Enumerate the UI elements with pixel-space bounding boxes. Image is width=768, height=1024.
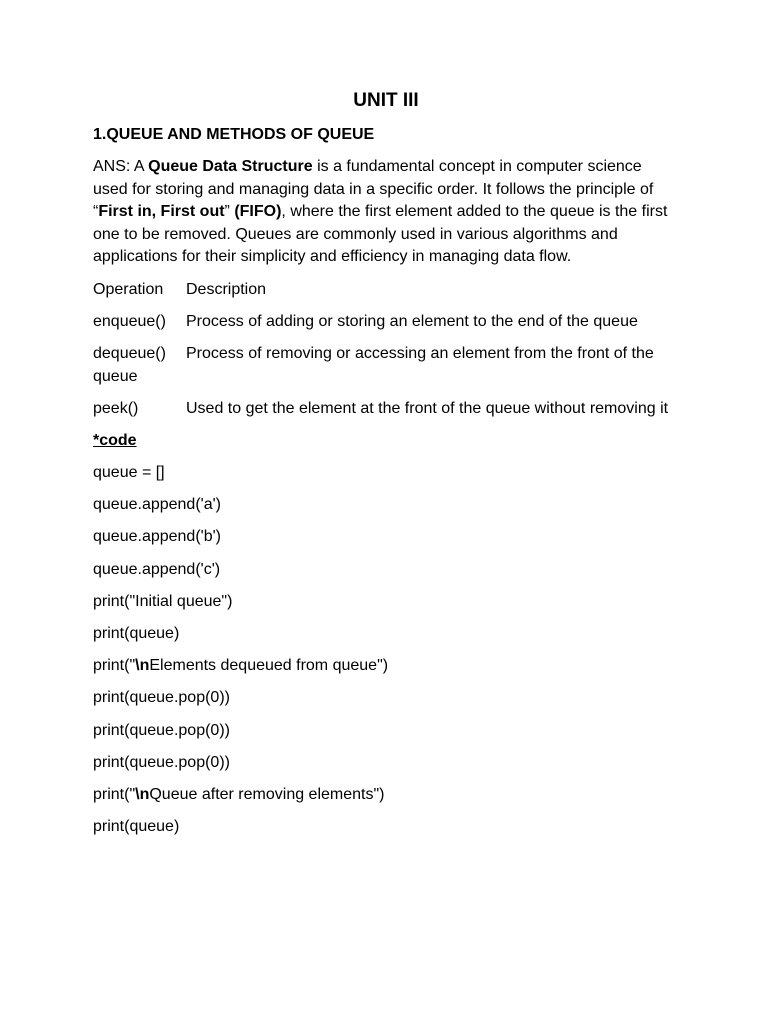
intro-term: Queue Data Structure [148,158,313,175]
code-line: print("Initial queue") [93,592,233,610]
header-description: Description [186,280,267,298]
intro-paragraph [93,156,679,269]
intro-text-2: , where the first element added to the queue is the first one to be removed. Queues are commonly used in various algorithms and applications for their simplicity and efficiency in managing data flow. [93,203,668,266]
intro-text-1: is a fundamental concept in computer science used for storing and managing data in a specific order. It follows the principle of “ [93,158,654,221]
document-page [93,89,679,848]
operation-description: Process of adding or storing an element to the end of the queue [186,312,638,330]
code-fragment: print(" [93,657,136,675]
operation-row [93,311,679,334]
newline-escape: \n [135,657,150,675]
operation-description: Process of removing or accessing an element from the front of the queue [93,344,654,385]
section-heading: 1.QUEUE AND METHODS OF QUEUE [93,126,375,143]
code-line: print(queue.pop(0)) [93,689,230,707]
intro-prefix: ANS: A [93,158,149,175]
code-fragment: Elements dequeued from queue") [149,657,389,675]
intro-principle: First in, First out [98,203,225,221]
operation-row [93,343,679,388]
intro-abbr: (FIFO) [234,203,282,221]
code-label-row [93,430,679,453]
code-line [93,655,679,678]
code-line: queue.append('c') [93,560,221,578]
code-line: print(queue) [93,818,180,836]
operation-name: peek() [93,399,139,417]
header-operation: Operation [93,280,164,298]
operation-name: dequeue() [93,344,166,362]
code-label: *code [93,431,137,449]
operation-row [93,398,679,421]
unit-title: UNIT III [353,90,419,111]
code-line: queue.append('b') [93,528,221,546]
operation-description: Used to get the element at the front of the queue without removing it [186,399,669,417]
code-line [93,784,679,807]
code-line: queue.append('a') [93,496,221,514]
code-line: print(queue) [93,625,180,643]
operation-name: enqueue() [93,312,166,330]
newline-escape: \n [135,785,150,803]
operations-header [93,279,679,302]
code-fragment: Queue after removing elements") [149,785,385,803]
code-line: queue = [] [93,464,165,482]
code-fragment: print(" [93,785,136,803]
intro-quote-close: ” [224,203,235,221]
code-line: print(queue.pop(0)) [93,721,230,739]
code-line: print(queue.pop(0)) [93,753,230,771]
